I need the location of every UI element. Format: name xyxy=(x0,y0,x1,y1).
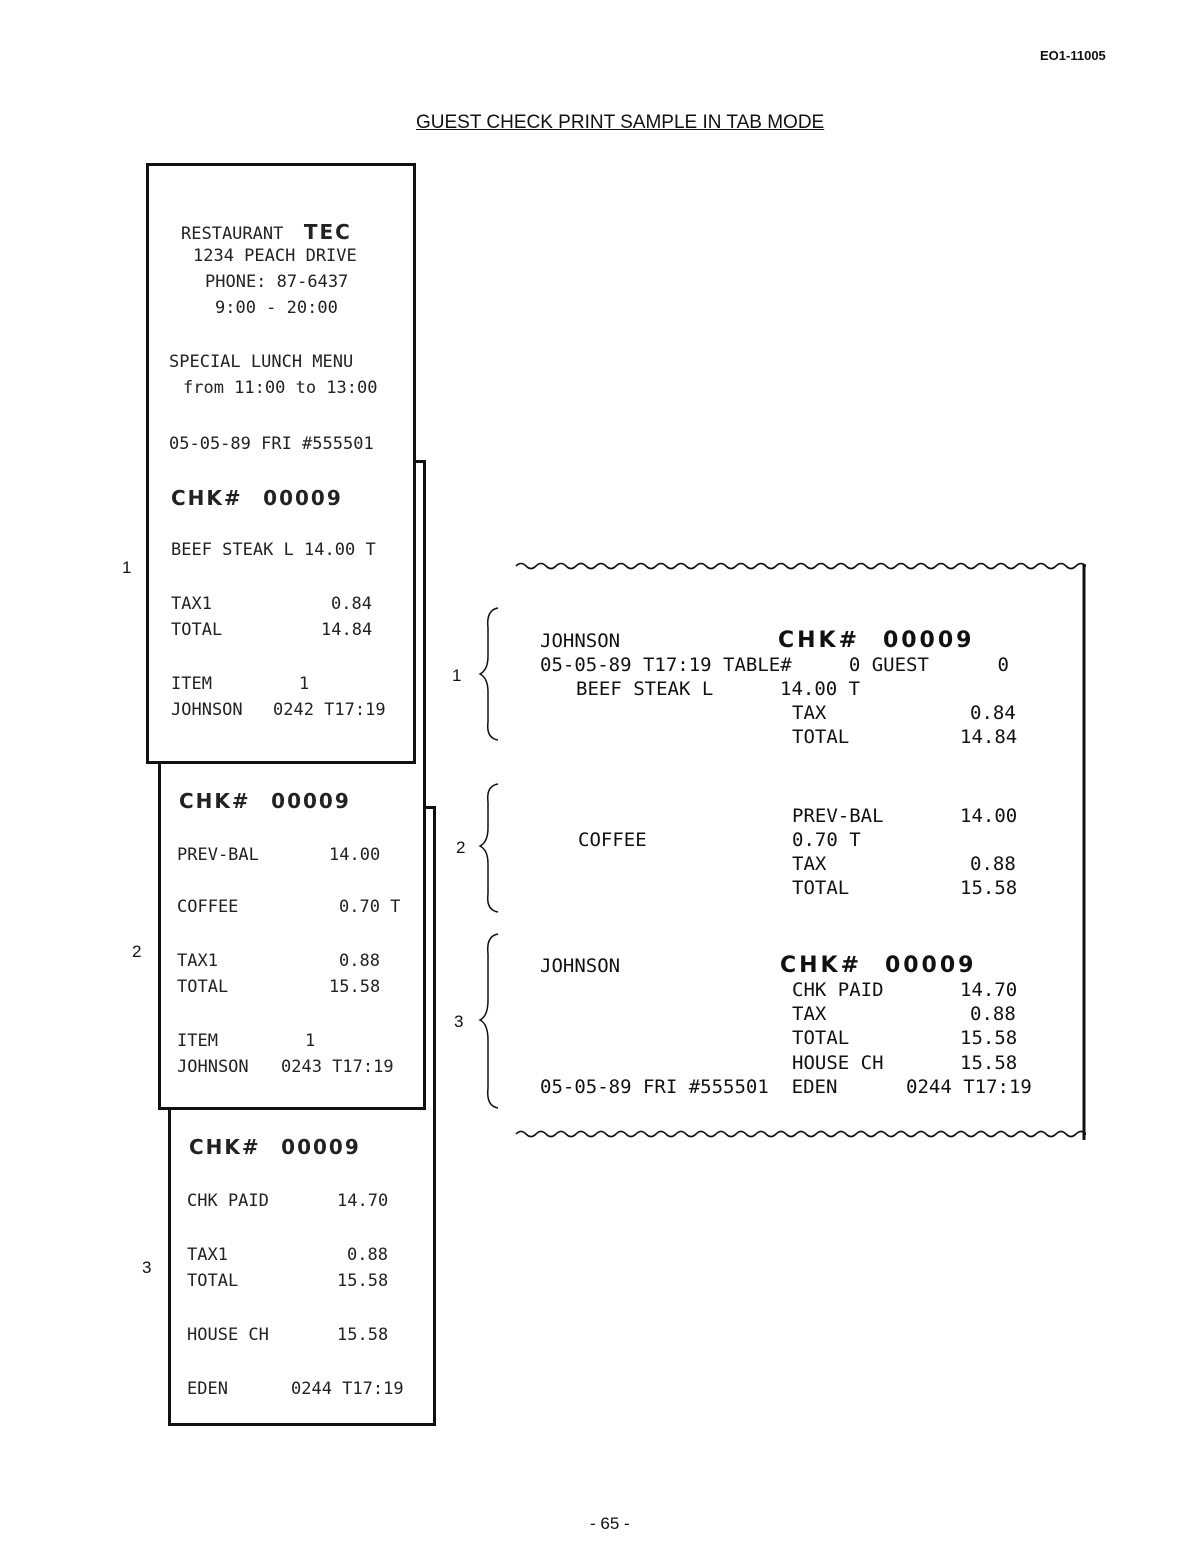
j3-paid-value: 14.70 xyxy=(960,979,1018,1001)
paid-value: 14.70 xyxy=(337,1191,389,1211)
chk-label: CHK# xyxy=(189,1135,261,1159)
j3-tax-label: TAX xyxy=(792,1003,827,1025)
j1-name: JOHNSON xyxy=(540,630,621,652)
paid-label: CHK PAID xyxy=(187,1191,269,1211)
j2-coffee: COFFEE xyxy=(578,829,647,851)
chk-number: 00009 xyxy=(281,1135,361,1159)
j2-tax-label: TAX xyxy=(792,853,827,875)
tax-value: 0.88 xyxy=(339,951,380,971)
j2-total-value: 15.58 xyxy=(960,877,1018,899)
footer-name: JOHNSON xyxy=(171,700,243,720)
item-count: 1 xyxy=(305,1031,316,1051)
item-label: ITEM xyxy=(171,674,212,694)
total-value: 14.84 xyxy=(321,620,373,640)
brace-2 xyxy=(480,784,498,912)
total-label: TOTAL xyxy=(177,977,229,997)
j3-chk-label: CHK# xyxy=(780,953,863,978)
j1-chk-number: 00009 xyxy=(882,628,975,653)
brace-3 xyxy=(480,934,498,1108)
j1-total-value: 14.84 xyxy=(960,726,1018,748)
chk-label: CHK# xyxy=(171,486,243,510)
tax-label: TAX1 xyxy=(171,594,212,614)
journal-marker-1: 1 xyxy=(452,666,462,685)
footer-code: 0243 T17:19 xyxy=(281,1057,394,1077)
page-number: - 65 - xyxy=(590,1514,630,1533)
footer-name: EDEN xyxy=(187,1379,228,1399)
j1-chk-label: CHK# xyxy=(778,628,861,653)
total-label: TOTAL xyxy=(171,620,223,640)
j3-footer: 05-05-89 FRI #555501 EDEN 0244 T17:19 xyxy=(540,1076,1032,1098)
j2-tax-value: 0.88 xyxy=(970,853,1016,875)
j3-house-value: 15.58 xyxy=(960,1052,1018,1074)
j1-date-line: 05-05-89 T17:19 TABLE# 0 GUEST 0 xyxy=(540,654,1009,676)
j2-total-label: TOTAL xyxy=(792,877,850,899)
coffee-label: COFFEE xyxy=(177,897,239,917)
chk-number: 00009 xyxy=(263,486,343,510)
j1-tax-value: 0.84 xyxy=(970,702,1016,724)
prev-label: PREV-BAL xyxy=(177,845,259,865)
total-value: 15.58 xyxy=(329,977,381,997)
total-value: 15.58 xyxy=(337,1271,389,1291)
chk-label: CHK# xyxy=(179,789,251,813)
j3-house-label: HOUSE CH xyxy=(792,1052,884,1074)
j3-total-value: 15.58 xyxy=(960,1027,1018,1049)
journal-marker-2: 2 xyxy=(456,838,466,857)
prev-value: 14.00 xyxy=(329,845,381,865)
journal-marker-3: 3 xyxy=(454,1012,464,1031)
chk-number: 00009 xyxy=(271,789,351,813)
date-line: 05-05-89 FRI #555501 xyxy=(169,434,374,454)
footer-code: 0244 T17:19 xyxy=(291,1379,404,1399)
item-line: BEEF STEAK L 14.00 T xyxy=(171,540,376,560)
j2-prev-value: 14.00 xyxy=(960,805,1018,827)
marker-3: 3 xyxy=(142,1258,152,1277)
marker-2: 2 xyxy=(132,942,142,961)
store-address: 1234 PEACH DRIVE xyxy=(193,246,357,266)
j3-total-label: TOTAL xyxy=(792,1027,850,1049)
house-value: 15.58 xyxy=(337,1325,389,1345)
document-id: EO1-11005 xyxy=(1040,48,1106,63)
brace-group xyxy=(478,604,502,1124)
store-phone: PHONE: 87-6437 xyxy=(205,272,349,292)
j1-item: BEEF STEAK L xyxy=(576,678,714,700)
tax-label: TAX1 xyxy=(187,1245,228,1265)
brand-logo: TEC xyxy=(303,220,352,244)
brace-1 xyxy=(480,608,498,740)
j3-chk-number: 00009 xyxy=(884,953,977,978)
j3-tax-value: 0.88 xyxy=(970,1003,1016,1025)
tax-label: TAX1 xyxy=(177,951,218,971)
j2-coffee-value: 0.70 T xyxy=(792,829,861,851)
j3-name: JOHNSON xyxy=(540,955,621,977)
j3-paid-label: CHK PAID xyxy=(792,979,884,1001)
item-count: 1 xyxy=(299,674,310,694)
item-label: ITEM xyxy=(177,1031,218,1051)
tax-value: 0.84 xyxy=(331,594,372,614)
footer-code: 0242 T17:19 xyxy=(273,700,386,720)
marker-1: 1 xyxy=(122,558,132,577)
receipt-1 xyxy=(146,163,416,764)
promo-line-1: SPECIAL LUNCH MENU xyxy=(169,352,354,372)
store-name: RESTAURANT xyxy=(181,224,284,244)
coffee-value: 0.70 T xyxy=(339,897,401,917)
tax-value: 0.88 xyxy=(347,1245,388,1265)
j1-item-value: 14.00 T xyxy=(780,678,861,700)
promo-line-2: from 11:00 to 13:00 xyxy=(183,378,378,398)
house-label: HOUSE CH xyxy=(187,1325,269,1345)
j2-prev-label: PREV-BAL xyxy=(792,805,884,827)
store-hours: 9:00 - 20:00 xyxy=(215,298,338,318)
total-label: TOTAL xyxy=(187,1271,239,1291)
j1-total-label: TOTAL xyxy=(792,726,850,748)
page-title: GUEST CHECK PRINT SAMPLE IN TAB MODE xyxy=(416,112,825,133)
j1-tax-label: TAX xyxy=(792,702,827,724)
footer-name: JOHNSON xyxy=(177,1057,249,1077)
